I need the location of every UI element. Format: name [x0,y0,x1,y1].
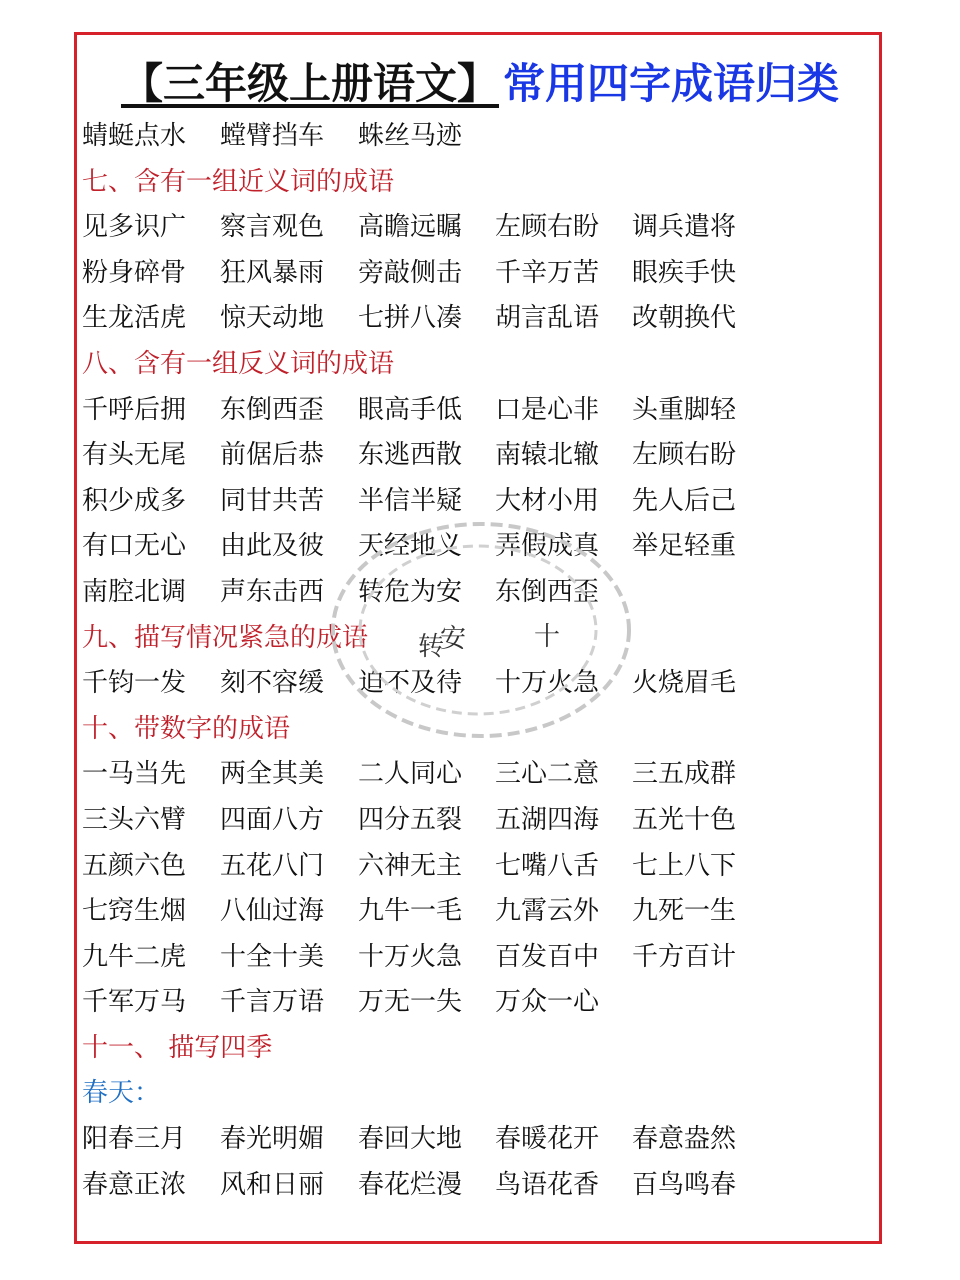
idiom: 百鸟鸣春 [632,1169,737,1200]
idiom: 四面八方 [220,804,325,835]
idiom: 左顾右盼 [632,440,737,471]
idiom: 十万火急 [358,941,463,972]
idiom: 积少成多 [82,485,187,516]
idiom: 九霄云外 [495,896,600,927]
idiom: 九牛二虎 [82,941,187,972]
idiom: 四分五裂 [358,804,463,835]
section-heading-text: 八、含有一组反义词的成语 [82,348,395,379]
idiom: 五花八门 [220,850,325,881]
page-title [0,58,960,110]
idiom: 有头无尾 [82,440,187,471]
idiom: 五湖四海 [495,804,600,835]
idiom: 千方百计 [632,941,737,972]
idiom-row [82,980,872,1026]
idiom: 狂风暴雨 [220,257,325,288]
idiom-row [82,114,872,160]
idiom: 春花烂漫 [358,1169,463,1200]
title-topic: 常用四字成语归类 [503,59,840,108]
idiom: 旁敲侧击 [358,257,463,288]
idiom: 一马当先 [82,759,187,790]
idiom: 迫不及待 [358,668,463,699]
idiom: 螳臂挡车 [220,121,325,151]
idiom: 十万火急 [495,668,600,699]
stamp-char: 十 [534,622,561,652]
idiom: 五颜六色 [82,850,187,881]
idiom: 七上八下 [632,850,737,881]
idiom: 东倒西歪 [495,576,600,607]
idiom: 胡言乱语 [495,303,600,334]
idiom: 三五成群 [632,759,737,790]
idiom: 改朝换代 [632,303,737,334]
idiom: 由此及彼 [220,531,325,562]
idiom: 风和日丽 [220,1169,325,1200]
idiom: 三头六臂 [82,804,187,835]
idiom-row [82,661,872,707]
idiom: 春意正浓 [82,1169,187,1200]
idiom-row [82,296,872,342]
idiom-row [82,570,872,616]
idiom-row [82,388,872,434]
section-heading-text: 九、描写情况紧急的成语 [82,622,369,653]
idiom: 八仙过海 [220,896,325,927]
idiom: 头重脚轻 [632,394,737,425]
idiom: 惊天动地 [220,303,325,334]
idiom: 调兵遣将 [632,212,737,243]
idiom: 鸟语花香 [495,1169,600,1200]
section-heading-text: 十一、 描写四季 [82,1032,273,1063]
idiom: 举足轻重 [632,531,737,562]
idiom-row [82,1163,872,1209]
idiom: 南腔北调 [82,576,187,607]
idiom-row [82,889,872,935]
idiom: 同甘共苦 [220,485,325,516]
idiom: 春暖花开 [495,1124,600,1155]
idiom: 千军万马 [82,987,187,1018]
idiom: 蛛丝马迹 [358,121,463,151]
idiom: 千钧一发 [82,668,187,699]
subsection-label-text: 春天： [82,1078,161,1109]
section-heading-text: 十、带数字的成语 [82,713,291,744]
idiom: 眼高手低 [358,394,463,425]
idiom: 九死一生 [632,896,737,927]
stamp-char: 转 [418,632,445,662]
section-heading [82,342,872,388]
idiom: 九牛一毛 [358,896,463,927]
idiom: 先人后己 [632,485,737,516]
idiom: 察言观色 [220,212,325,243]
idiom: 万无一失 [358,987,463,1018]
idiom: 七嘴八舌 [495,850,600,881]
idiom: 二人同心 [358,759,463,790]
idiom: 东逃西散 [358,440,463,471]
idiom-row [82,433,872,479]
idiom-row [82,205,872,251]
idiom: 火烧眉毛 [632,668,737,699]
idiom: 南辕北辙 [495,440,600,471]
section-heading [82,707,872,753]
idiom-row [82,1117,872,1163]
section-heading [82,160,872,206]
idiom: 春光明媚 [220,1124,325,1155]
idiom: 东倒西歪 [220,394,325,425]
idiom: 大材小用 [495,485,600,516]
idiom-list [82,114,872,1208]
idiom: 千辛万苦 [495,257,600,288]
idiom: 七窍生烟 [82,896,187,927]
idiom: 左顾右盼 [495,212,600,243]
idiom: 六神无主 [358,850,463,881]
idiom: 口是心非 [495,394,600,425]
idiom-row [82,798,872,844]
section-heading-text: 七、含有一组近义词的成语 [82,166,395,197]
idiom: 有口无心 [82,531,187,562]
section-heading [82,616,872,662]
idiom: 刻不容缓 [220,668,325,699]
idiom: 千呼后拥 [82,394,187,425]
idiom: 千言万语 [220,987,325,1018]
idiom: 万众一心 [495,987,600,1018]
idiom: 半信半疑 [358,485,463,516]
idiom: 弄假成真 [495,531,600,562]
idiom: 前倨后恭 [220,440,325,471]
idiom: 粉身碎骨 [82,257,187,288]
idiom: 春回大地 [358,1124,463,1155]
idiom: 转危为安 [358,576,463,607]
idiom: 眼疾手快 [632,257,737,288]
idiom: 春意盎然 [632,1124,737,1155]
idiom-row [82,479,872,525]
idiom-row [82,844,872,890]
stamp-char: 安 [440,624,467,654]
idiom: 十全十美 [220,941,325,972]
idiom: 高瞻远瞩 [358,212,463,243]
section-heading [82,1026,872,1072]
idiom: 两全其美 [220,759,325,790]
title-grade: 【三年级上册语文】 [120,59,499,108]
idiom: 阳春三月 [82,1124,187,1155]
idiom: 七拼八凑 [358,303,463,334]
idiom: 声东击西 [220,576,325,607]
idiom: 天经地义 [358,531,463,562]
idiom: 见多识广 [82,212,187,243]
idiom: 蜻蜓点水 [82,121,187,151]
idiom-row [82,251,872,297]
idiom-row [82,524,872,570]
idiom-row [82,752,872,798]
idiom: 五光十色 [632,804,737,835]
idiom-row [82,935,872,981]
subsection-label [82,1071,872,1117]
idiom: 百发百中 [495,941,600,972]
idiom: 三心二意 [495,759,600,790]
idiom: 生龙活虎 [82,303,187,334]
